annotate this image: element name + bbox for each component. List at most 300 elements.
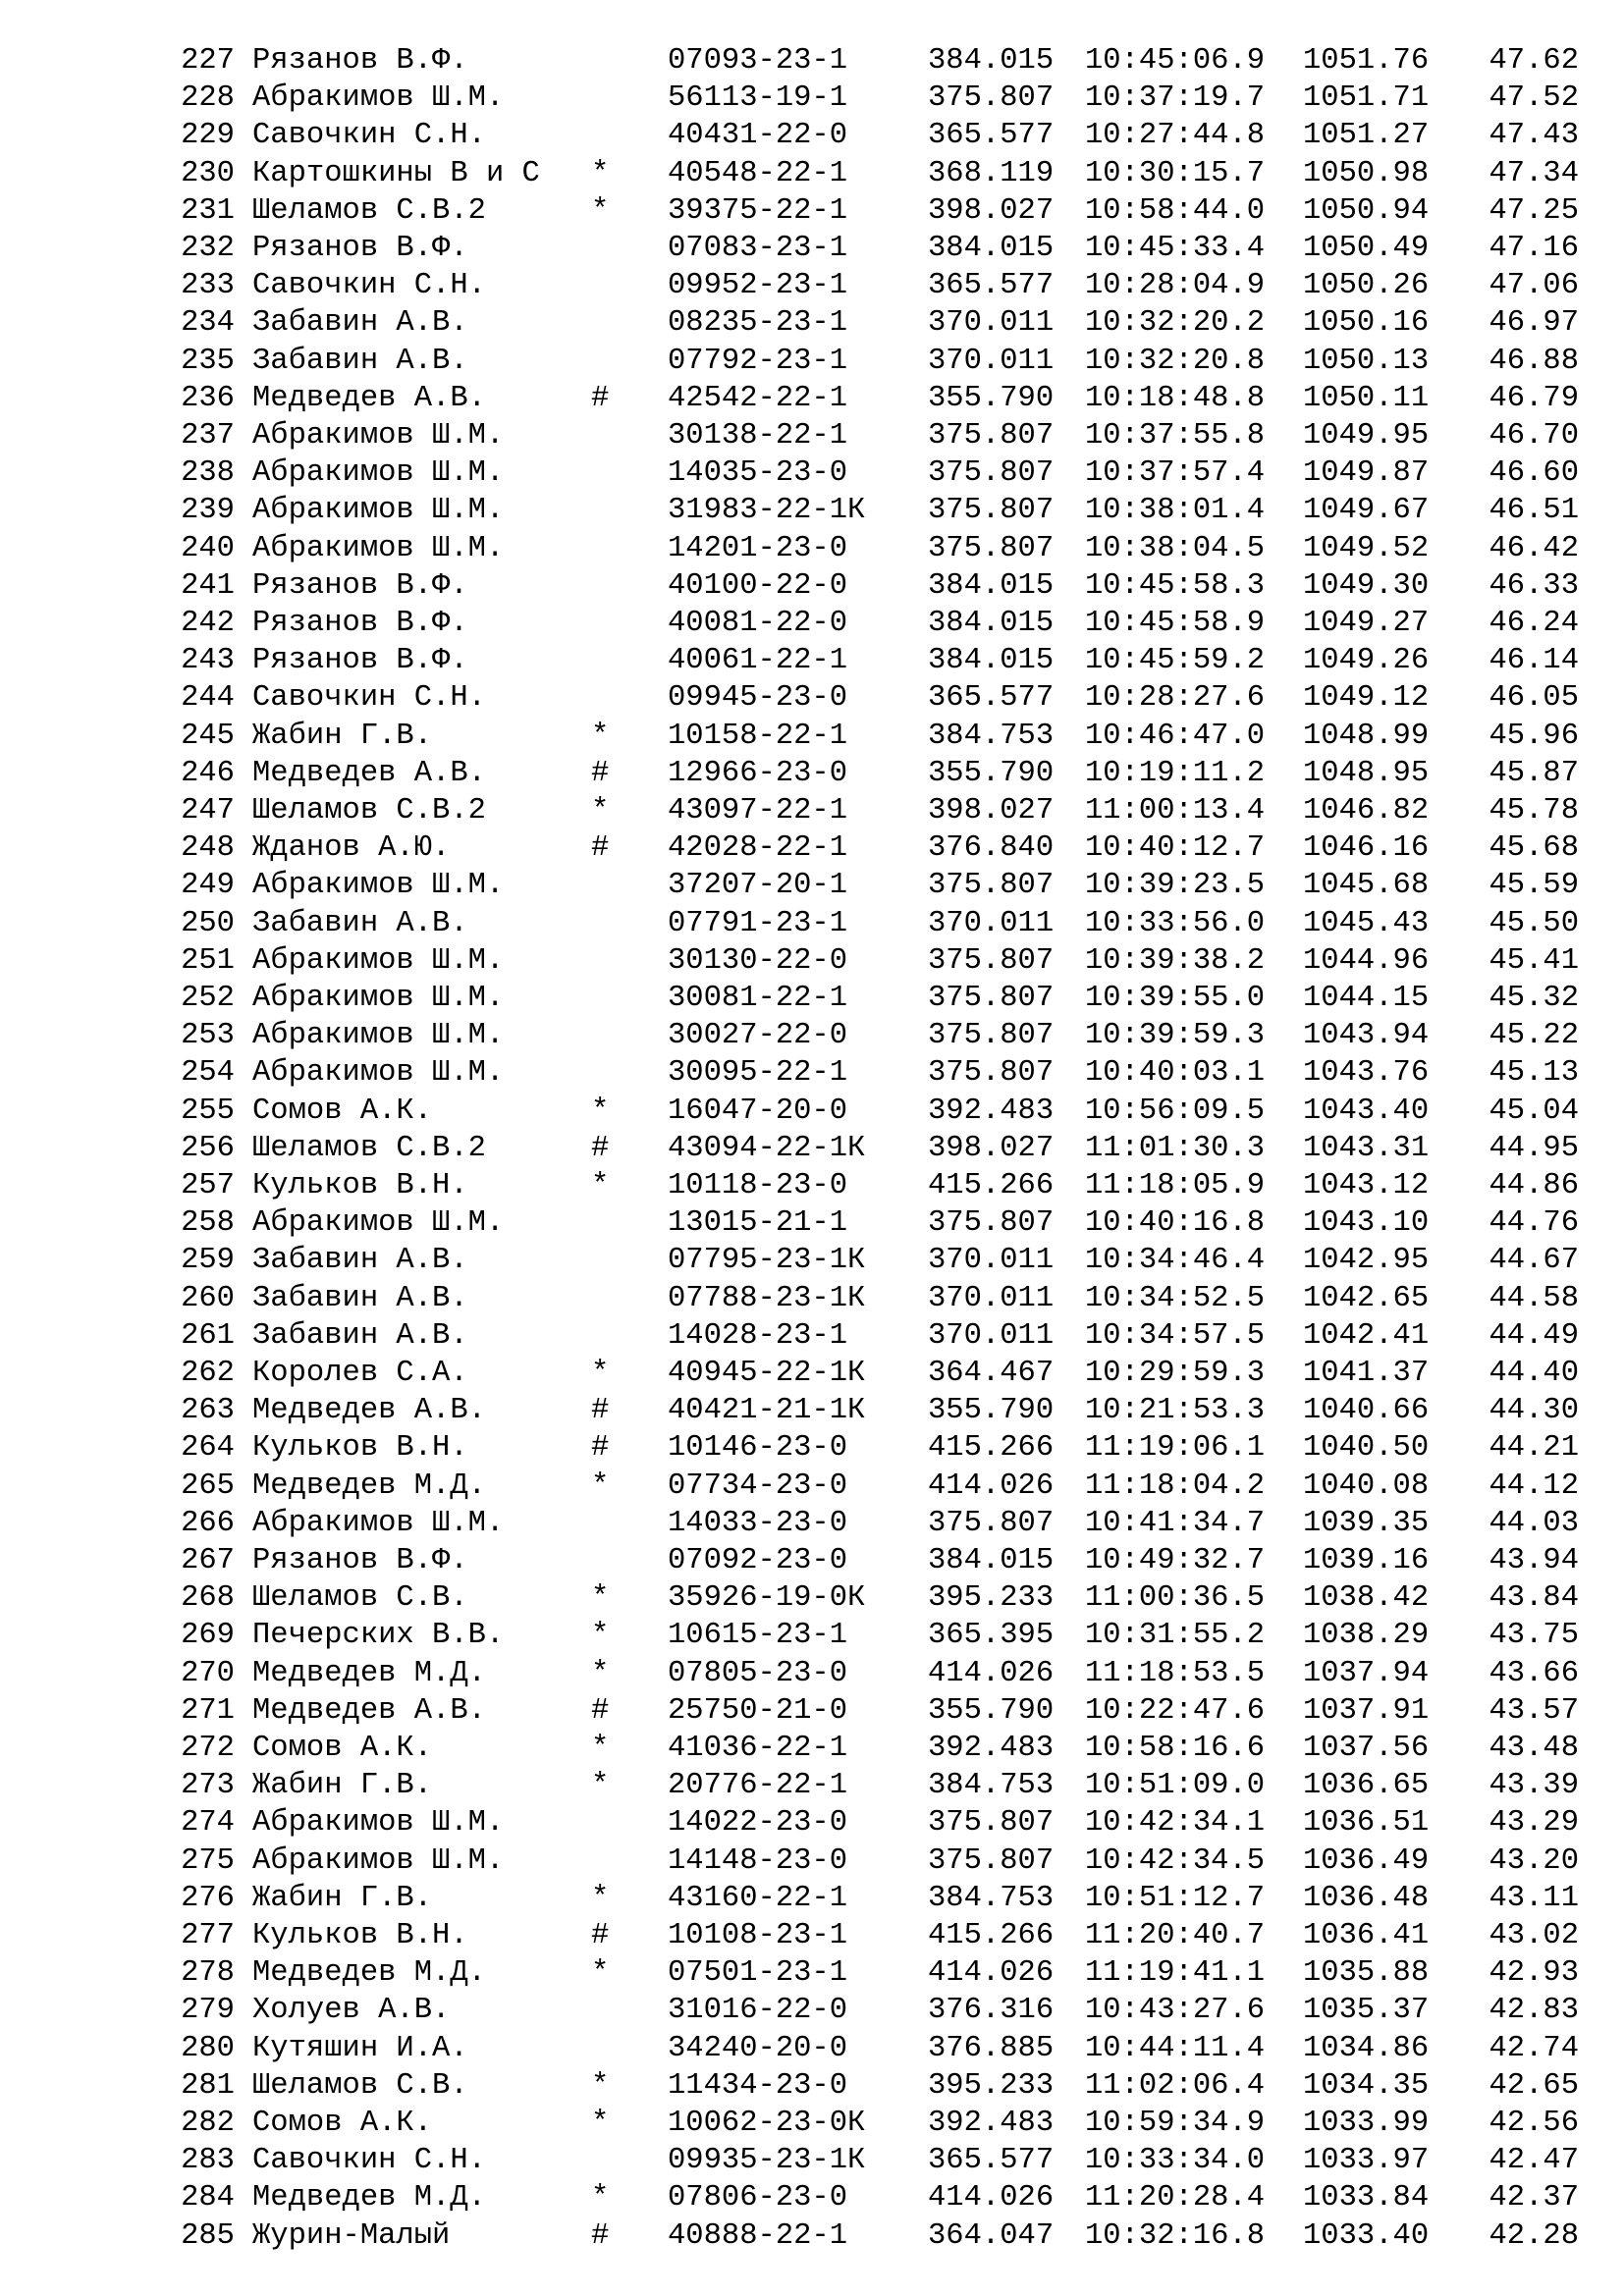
arrival-time: 11:20:28.4 — [1085, 2181, 1266, 2216]
status-mark: # — [591, 2218, 610, 2253]
result-number: 278 — [181, 1956, 235, 1991]
fancier-name: Шеламов С.В.2 — [252, 193, 486, 228]
points-value: 44.86 — [1489, 1169, 1579, 1202]
result-number: 244 — [181, 681, 235, 716]
points-value: 46.88 — [1489, 344, 1579, 378]
fancier-name: Шеламов С.В.2 — [252, 1131, 486, 1165]
arrival-time: 10:39:23.5 — [1085, 869, 1266, 903]
points-value: 46.42 — [1489, 531, 1579, 565]
result-row — [0, 605, 1624, 642]
status-mark: * — [591, 1619, 610, 1653]
result-row — [0, 454, 1624, 492]
fancier-name: Рязанов В.Ф. — [252, 644, 468, 678]
result-row — [0, 718, 1624, 755]
ring-number: 20776-22-1 — [668, 1769, 848, 1803]
result-row — [0, 1317, 1624, 1355]
points-value: 47.25 — [1489, 193, 1579, 228]
result-row — [0, 417, 1624, 454]
distance-value: 398.027 — [928, 794, 1055, 828]
speed-value: 1036.48 — [1303, 1881, 1430, 1915]
ring-number: 25750-21-0 — [668, 1693, 848, 1728]
points-value: 45.59 — [1489, 869, 1579, 903]
status-mark: * — [591, 1881, 610, 1915]
result-number: 251 — [181, 943, 235, 978]
arrival-time: 10:39:38.2 — [1085, 943, 1266, 978]
arrival-time: 10:34:46.4 — [1085, 1244, 1266, 1278]
speed-value: 1034.35 — [1303, 2068, 1430, 2103]
distance-value: 398.027 — [928, 193, 1055, 228]
ring-number: 35926-19-0К — [668, 1581, 866, 1616]
speed-value: 1049.52 — [1303, 531, 1430, 565]
points-value: 42.83 — [1489, 1994, 1579, 2028]
points-value: 45.78 — [1489, 794, 1579, 828]
ring-number: 30130-22-0 — [668, 943, 848, 978]
status-mark: # — [591, 1431, 610, 1466]
result-number: 229 — [181, 119, 235, 153]
result-row — [0, 1542, 1624, 1579]
result-row — [0, 1992, 1624, 2029]
result-row — [0, 1280, 1624, 1317]
status-mark: * — [591, 1468, 610, 1503]
status-mark: * — [591, 1357, 610, 1390]
points-value: 46.14 — [1489, 644, 1579, 678]
speed-value: 1037.91 — [1303, 1693, 1430, 1728]
fancier-name: Абракимов Ш.М. — [252, 81, 505, 116]
result-number: 232 — [181, 232, 235, 265]
status-mark: * — [591, 156, 610, 190]
points-value: 43.02 — [1489, 1919, 1579, 1952]
fancier-name: Забавин А.В. — [252, 1281, 468, 1315]
result-number: 233 — [181, 269, 235, 303]
result-number: 269 — [181, 1619, 235, 1653]
distance-value: 355.790 — [928, 756, 1055, 790]
ring-number: 42542-22-1 — [668, 381, 848, 415]
points-value: 47.62 — [1489, 44, 1579, 78]
arrival-time: 10:37:19.7 — [1085, 81, 1266, 116]
fancier-name: Кульков В.Н. — [252, 1919, 468, 1952]
fancier-name: Медведев М.Д. — [252, 2181, 486, 2216]
arrival-time: 10:40:16.8 — [1085, 1206, 1266, 1241]
result-row — [0, 755, 1624, 792]
speed-value: 1033.84 — [1303, 2181, 1430, 2216]
ring-number: 10615-23-1 — [668, 1619, 848, 1653]
status-mark: # — [591, 1693, 610, 1728]
arrival-time: 10:41:34.7 — [1085, 1506, 1266, 1540]
speed-value: 1043.31 — [1303, 1131, 1430, 1165]
ring-number: 07788-23-1К — [668, 1281, 866, 1315]
distance-value: 365.577 — [928, 119, 1055, 153]
points-value: 44.03 — [1489, 1506, 1579, 1540]
result-row — [0, 942, 1624, 980]
points-value: 46.70 — [1489, 419, 1579, 453]
distance-value: 384.015 — [928, 1544, 1055, 1577]
fancier-name: Медведев М.Д. — [252, 1956, 486, 1991]
points-value: 43.84 — [1489, 1581, 1579, 1616]
points-value: 43.48 — [1489, 1732, 1579, 1765]
arrival-time: 10:32:16.8 — [1085, 2218, 1266, 2253]
speed-value: 1043.40 — [1303, 1094, 1430, 1128]
fancier-name: Абракимов Ш.М. — [252, 1806, 505, 1841]
distance-value: 392.483 — [928, 1732, 1055, 1765]
result-row — [0, 1355, 1624, 1392]
speed-value: 1036.51 — [1303, 1806, 1430, 1841]
result-number: 246 — [181, 756, 235, 790]
ring-number: 07093-23-1 — [668, 44, 848, 78]
arrival-time: 10:46:47.0 — [1085, 719, 1266, 753]
points-value: 44.12 — [1489, 1468, 1579, 1503]
ring-number: 10118-23-0 — [668, 1169, 848, 1202]
points-value: 46.33 — [1489, 568, 1579, 603]
status-mark: * — [591, 2068, 610, 2103]
result-number: 265 — [181, 1468, 235, 1503]
result-number: 257 — [181, 1169, 235, 1202]
arrival-time: 11:02:06.4 — [1085, 2068, 1266, 2103]
distance-value: 392.483 — [928, 2107, 1055, 2140]
arrival-time: 10:45:58.9 — [1085, 607, 1266, 640]
distance-value: 384.753 — [928, 1769, 1055, 1803]
result-row — [0, 117, 1624, 154]
arrival-time: 10:19:11.2 — [1085, 756, 1266, 790]
distance-value: 414.026 — [928, 2181, 1055, 2216]
arrival-time: 10:30:15.7 — [1085, 156, 1266, 190]
ring-number: 11434-23-0 — [668, 2068, 848, 2103]
speed-value: 1049.12 — [1303, 681, 1430, 716]
result-number: 231 — [181, 193, 235, 228]
result-row — [0, 1954, 1624, 1992]
fancier-name: Жабин Г.В. — [252, 719, 433, 753]
result-number: 285 — [181, 2218, 235, 2253]
speed-value: 1050.49 — [1303, 232, 1430, 265]
fancier-name: Абракимов Ш.М. — [252, 869, 505, 903]
result-number: 228 — [181, 81, 235, 116]
distance-value: 384.015 — [928, 568, 1055, 603]
speed-value: 1036.65 — [1303, 1769, 1430, 1803]
speed-value: 1049.67 — [1303, 494, 1430, 528]
ring-number: 43097-22-1 — [668, 794, 848, 828]
arrival-time: 10:27:44.8 — [1085, 119, 1266, 153]
result-number: 262 — [181, 1357, 235, 1390]
points-value: 42.56 — [1489, 2107, 1579, 2140]
ring-number: 14028-23-1 — [668, 1318, 848, 1353]
result-number: 236 — [181, 381, 235, 415]
fancier-name: Забавин А.В. — [252, 1244, 468, 1278]
points-value: 43.11 — [1489, 1881, 1579, 1915]
result-row — [0, 230, 1624, 267]
status-mark: # — [591, 756, 610, 790]
ring-number: 09945-23-0 — [668, 681, 848, 716]
points-value: 43.75 — [1489, 1619, 1579, 1653]
ring-number: 14148-23-0 — [668, 1843, 848, 1878]
ring-number: 31983-22-1К — [668, 494, 866, 528]
distance-value: 375.807 — [928, 1843, 1055, 1878]
fancier-name: Медведев А.В. — [252, 381, 486, 415]
speed-value: 1033.99 — [1303, 2107, 1430, 2140]
result-row — [0, 1579, 1624, 1617]
ring-number: 13015-21-1 — [668, 1206, 848, 1241]
distance-value: 415.266 — [928, 1919, 1055, 1952]
result-row — [0, 155, 1624, 192]
fancier-name: Савочкин С.Н. — [252, 2144, 486, 2178]
speed-value: 1043.76 — [1303, 1056, 1430, 1091]
ring-number: 07734-23-0 — [668, 1468, 848, 1503]
result-number: 250 — [181, 906, 235, 940]
result-number: 255 — [181, 1094, 235, 1128]
distance-value: 370.011 — [928, 1244, 1055, 1278]
arrival-time: 10:37:55.8 — [1085, 419, 1266, 453]
result-number: 235 — [181, 344, 235, 378]
distance-value: 384.015 — [928, 644, 1055, 678]
result-number: 245 — [181, 719, 235, 753]
fancier-name: Медведев М.Д. — [252, 1656, 486, 1690]
speed-value: 1048.95 — [1303, 756, 1430, 790]
result-number: 280 — [181, 2031, 235, 2065]
result-row — [0, 304, 1624, 342]
speed-value: 1045.43 — [1303, 906, 1430, 940]
ring-number: 14035-23-0 — [668, 456, 848, 491]
fancier-name: Кульков В.Н. — [252, 1431, 468, 1466]
status-mark: # — [591, 1131, 610, 1165]
distance-value: 375.807 — [928, 1506, 1055, 1540]
ring-number: 10146-23-0 — [668, 1431, 848, 1466]
result-number: 237 — [181, 419, 235, 453]
ring-number: 40421-21-1К — [668, 1394, 866, 1428]
points-value: 46.60 — [1489, 456, 1579, 491]
result-row — [0, 2105, 1624, 2142]
fancier-name: Шеламов С.В. — [252, 1581, 468, 1616]
result-number: 254 — [181, 1056, 235, 1091]
result-number: 259 — [181, 1244, 235, 1278]
fancier-name: Забавин А.В. — [252, 306, 468, 341]
speed-value: 1037.94 — [1303, 1656, 1430, 1690]
distance-value: 375.807 — [928, 456, 1055, 491]
result-row — [0, 2142, 1624, 2179]
arrival-time: 10:21:53.3 — [1085, 1394, 1266, 1428]
fancier-name: Медведев А.В. — [252, 756, 486, 790]
fancier-name: Сомов А.К. — [252, 1094, 433, 1128]
ring-number: 14033-23-0 — [668, 1506, 848, 1540]
ring-number: 08235-23-1 — [668, 306, 848, 341]
points-value: 44.40 — [1489, 1357, 1579, 1390]
speed-value: 1051.27 — [1303, 119, 1430, 153]
fancier-name: Шеламов С.В.2 — [252, 794, 486, 828]
result-row — [0, 1429, 1624, 1467]
points-value: 42.65 — [1489, 2068, 1579, 2103]
arrival-time: 10:33:56.0 — [1085, 906, 1266, 940]
arrival-time: 11:18:05.9 — [1085, 1169, 1266, 1202]
points-value: 42.37 — [1489, 2181, 1579, 2216]
ring-number: 07806-23-0 — [668, 2181, 848, 2216]
arrival-time: 10:33:34.0 — [1085, 2144, 1266, 2178]
distance-value: 355.790 — [928, 381, 1055, 415]
speed-value: 1033.97 — [1303, 2144, 1430, 2178]
arrival-time: 10:22:47.6 — [1085, 1693, 1266, 1728]
fancier-name: Сомов А.К. — [252, 1732, 433, 1765]
result-number: 238 — [181, 456, 235, 491]
fancier-name: Абракимов Ш.М. — [252, 982, 505, 1015]
fancier-name: Печерских В.В. — [252, 1619, 505, 1653]
result-number: 263 — [181, 1394, 235, 1428]
speed-value: 1038.29 — [1303, 1619, 1430, 1653]
status-mark: * — [591, 1956, 610, 1991]
result-row — [0, 2030, 1624, 2067]
ring-number: 40945-22-1К — [668, 1357, 866, 1390]
distance-value: 384.753 — [928, 1881, 1055, 1915]
ring-number: 07795-23-1К — [668, 1244, 866, 1278]
ring-number: 10158-22-1 — [668, 719, 848, 753]
points-value: 42.28 — [1489, 2218, 1579, 2253]
distance-value: 370.011 — [928, 906, 1055, 940]
points-value: 45.68 — [1489, 831, 1579, 866]
distance-value: 375.807 — [928, 1806, 1055, 1841]
arrival-time: 10:34:52.5 — [1085, 1281, 1266, 1315]
arrival-time: 10:40:03.1 — [1085, 1056, 1266, 1091]
speed-value: 1049.26 — [1303, 644, 1430, 678]
speed-value: 1042.95 — [1303, 1244, 1430, 1278]
result-number: 239 — [181, 494, 235, 528]
distance-value: 375.807 — [928, 869, 1055, 903]
arrival-time: 11:00:13.4 — [1085, 794, 1266, 828]
ring-number: 07805-23-0 — [668, 1656, 848, 1690]
ring-number: 40548-22-1 — [668, 156, 848, 190]
distance-value: 398.027 — [928, 1131, 1055, 1165]
result-number: 242 — [181, 607, 235, 640]
arrival-time: 10:34:57.5 — [1085, 1318, 1266, 1353]
distance-value: 364.467 — [928, 1357, 1055, 1390]
speed-value: 1042.41 — [1303, 1318, 1430, 1353]
ring-number: 07092-23-0 — [668, 1544, 848, 1577]
speed-value: 1039.35 — [1303, 1506, 1430, 1540]
points-value: 44.58 — [1489, 1281, 1579, 1315]
distance-value: 384.015 — [928, 607, 1055, 640]
arrival-time: 11:01:30.3 — [1085, 1131, 1266, 1165]
result-row — [0, 380, 1624, 417]
points-value: 43.39 — [1489, 1769, 1579, 1803]
result-number: 247 — [181, 794, 235, 828]
result-row — [0, 1692, 1624, 1730]
result-row — [0, 829, 1624, 867]
result-row — [0, 1167, 1624, 1204]
distance-value: 375.807 — [928, 1019, 1055, 1053]
distance-value: 365.577 — [928, 269, 1055, 303]
speed-value: 1035.88 — [1303, 1956, 1430, 1991]
result-row — [0, 679, 1624, 717]
arrival-time: 10:39:59.3 — [1085, 1019, 1266, 1053]
fancier-name: Абракимов Ш.М. — [252, 456, 505, 491]
fancier-name: Абракимов Ш.М. — [252, 1506, 505, 1540]
distance-value: 370.011 — [928, 344, 1055, 378]
distance-value: 395.233 — [928, 2068, 1055, 2103]
speed-value: 1051.76 — [1303, 44, 1430, 78]
arrival-time: 11:19:41.1 — [1085, 1956, 1266, 1991]
distance-value: 375.807 — [928, 982, 1055, 1015]
status-mark: # — [591, 831, 610, 866]
points-value: 45.96 — [1489, 719, 1579, 753]
result-number: 234 — [181, 306, 235, 341]
distance-value: 375.807 — [928, 494, 1055, 528]
points-value: 43.57 — [1489, 1693, 1579, 1728]
fancier-name: Кутяшин И.А. — [252, 2031, 468, 2065]
distance-value: 384.015 — [928, 44, 1055, 78]
status-mark: # — [591, 1394, 610, 1428]
result-number: 241 — [181, 568, 235, 603]
ring-number: 31016-22-0 — [668, 1994, 848, 2028]
arrival-time: 10:32:20.2 — [1085, 306, 1266, 341]
points-value: 46.97 — [1489, 306, 1579, 341]
fancier-name: Холуев А.В. — [252, 1994, 451, 2028]
distance-value: 370.011 — [928, 1281, 1055, 1315]
speed-value: 1050.98 — [1303, 156, 1430, 190]
points-value: 45.22 — [1489, 1019, 1579, 1053]
fancier-name: Забавин А.В. — [252, 906, 468, 940]
fancier-name: Рязанов В.Ф. — [252, 232, 468, 265]
status-mark: * — [591, 794, 610, 828]
distance-value: 384.753 — [928, 719, 1055, 753]
fancier-name: Савочкин С.Н. — [252, 269, 486, 303]
points-value: 43.94 — [1489, 1544, 1579, 1577]
result-number: 256 — [181, 1131, 235, 1165]
fancier-name: Жабин Г.В. — [252, 1881, 433, 1915]
ring-number: 16047-20-0 — [668, 1094, 848, 1128]
status-mark: * — [591, 1769, 610, 1803]
ring-number: 30081-22-1 — [668, 982, 848, 1015]
status-mark: # — [591, 1919, 610, 1952]
result-number: 277 — [181, 1919, 235, 1952]
result-row — [0, 642, 1624, 679]
ring-number: 30095-22-1 — [668, 1056, 848, 1091]
distance-value: 364.047 — [928, 2218, 1055, 2253]
arrival-time: 10:29:59.3 — [1085, 1357, 1266, 1390]
ring-number: 37207-20-1 — [668, 869, 848, 903]
speed-value: 1045.68 — [1303, 869, 1430, 903]
arrival-time: 10:45:33.4 — [1085, 232, 1266, 265]
result-row — [0, 905, 1624, 942]
arrival-time: 11:19:06.1 — [1085, 1431, 1266, 1466]
result-number: 227 — [181, 44, 235, 78]
speed-value: 1034.86 — [1303, 2031, 1430, 2065]
fancier-name: Абракимов Ш.М. — [252, 494, 505, 528]
ring-number: 40081-22-0 — [668, 607, 848, 640]
speed-value: 1046.16 — [1303, 831, 1430, 866]
points-value: 42.74 — [1489, 2031, 1579, 2065]
ring-number: 10108-23-1 — [668, 1919, 848, 1952]
arrival-time: 10:51:12.7 — [1085, 1881, 1266, 1915]
result-row — [0, 492, 1624, 529]
distance-value: 376.840 — [928, 831, 1055, 866]
distance-value: 365.577 — [928, 681, 1055, 716]
status-mark: * — [591, 2181, 610, 2216]
speed-value: 1049.27 — [1303, 607, 1430, 640]
fancier-name: Кульков В.Н. — [252, 1169, 468, 1202]
arrival-time: 10:45:59.2 — [1085, 644, 1266, 678]
speed-value: 1033.40 — [1303, 2218, 1430, 2253]
speed-value: 1049.30 — [1303, 568, 1430, 603]
distance-value: 415.266 — [928, 1431, 1055, 1466]
points-value: 43.20 — [1489, 1843, 1579, 1878]
result-number: 270 — [181, 1656, 235, 1690]
status-mark: # — [591, 381, 610, 415]
speed-value: 1049.95 — [1303, 419, 1430, 453]
arrival-time: 11:20:40.7 — [1085, 1919, 1266, 1952]
distance-value: 370.011 — [928, 1318, 1055, 1353]
arrival-time: 10:39:55.0 — [1085, 982, 1266, 1015]
result-number: 267 — [181, 1544, 235, 1577]
result-row — [0, 1917, 1624, 1954]
speed-value: 1040.50 — [1303, 1431, 1430, 1466]
fancier-name: Королев С.А. — [252, 1357, 468, 1390]
result-number: 281 — [181, 2068, 235, 2103]
result-number: 240 — [181, 531, 235, 565]
result-row — [0, 1468, 1624, 1505]
